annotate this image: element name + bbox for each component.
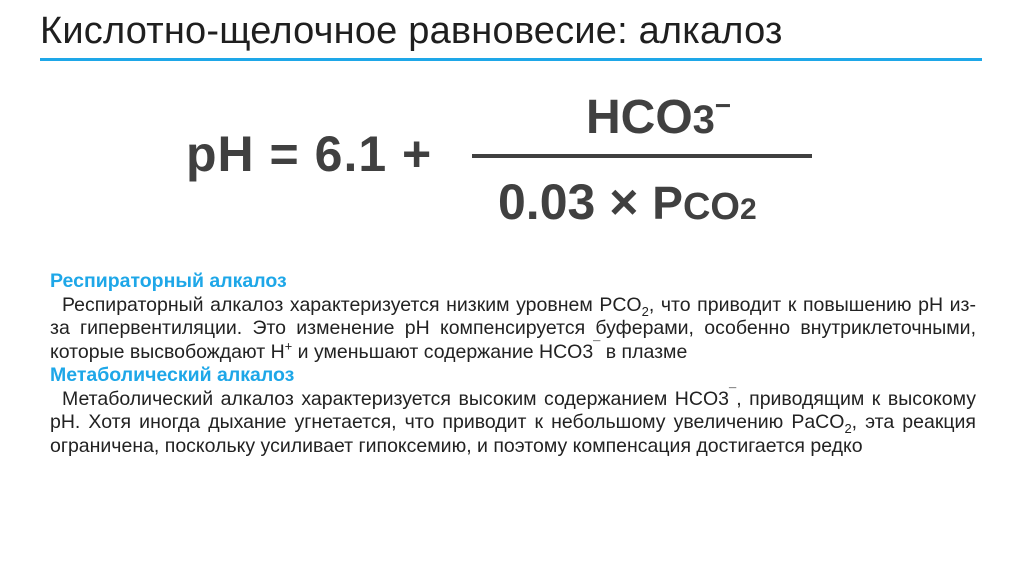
text-span: , что приводит к повышению pH из-за гипервентиляции. Это изменение pH компенсируется буферами, особенно внутриклеточными, которые высвобождают H bbox=[50, 293, 976, 363]
section-heading-respiratory: Респираторный алкалоз bbox=[50, 270, 287, 292]
paragraph-respiratory bbox=[50, 294, 976, 365]
fraction-bar bbox=[472, 154, 812, 158]
henderson-hasselbalch-formula bbox=[186, 80, 826, 235]
subscript: 2 bbox=[844, 420, 852, 436]
text-span: Метаболический алкалоз характеризуется высоким содержанием HCO3 bbox=[62, 387, 729, 410]
text-span: и уменьшают содержание HCO3 bbox=[292, 340, 594, 363]
numerator-subscript: 3 bbox=[692, 98, 715, 142]
superscript: ¯ bbox=[729, 385, 737, 400]
section-heading-metabolic: Метаболический алкалоз bbox=[50, 364, 295, 386]
formula-numerator bbox=[586, 90, 731, 145]
superscript: ¯ bbox=[593, 338, 601, 353]
text-span: Респираторный алкалоз характеризуется низким уровнем PCO bbox=[62, 293, 642, 316]
denominator-co: CO bbox=[682, 186, 740, 228]
superscript: + bbox=[284, 338, 293, 353]
text-span: в плазме bbox=[600, 340, 688, 363]
text-span: , эта реакция ограничена, поскольку усиливает гипоксемию, и поэтому компенсация достигается редко bbox=[50, 411, 976, 457]
denominator-p: P bbox=[652, 177, 683, 229]
numerator-hco: HCO bbox=[586, 91, 693, 144]
formula-denominator bbox=[498, 173, 757, 231]
subscript: 2 bbox=[641, 303, 649, 319]
denominator-coefficient: 0.03 × bbox=[498, 174, 653, 230]
text-span: , приводящим к высокому pH. Хотя иногда дыхание угнетается, что приводит к небольшому увеличению PaCO bbox=[50, 387, 976, 433]
numerator-superscript: − bbox=[714, 90, 732, 121]
formula-left-side: pH = 6.1 + bbox=[186, 126, 433, 182]
body-text bbox=[50, 270, 976, 458]
denominator-two: 2 bbox=[739, 193, 757, 226]
title-divider bbox=[40, 58, 982, 61]
paragraph-metabolic bbox=[50, 385, 976, 459]
slide-title: Кислотно-щелочное равновесие: алкалоз bbox=[40, 10, 783, 52]
